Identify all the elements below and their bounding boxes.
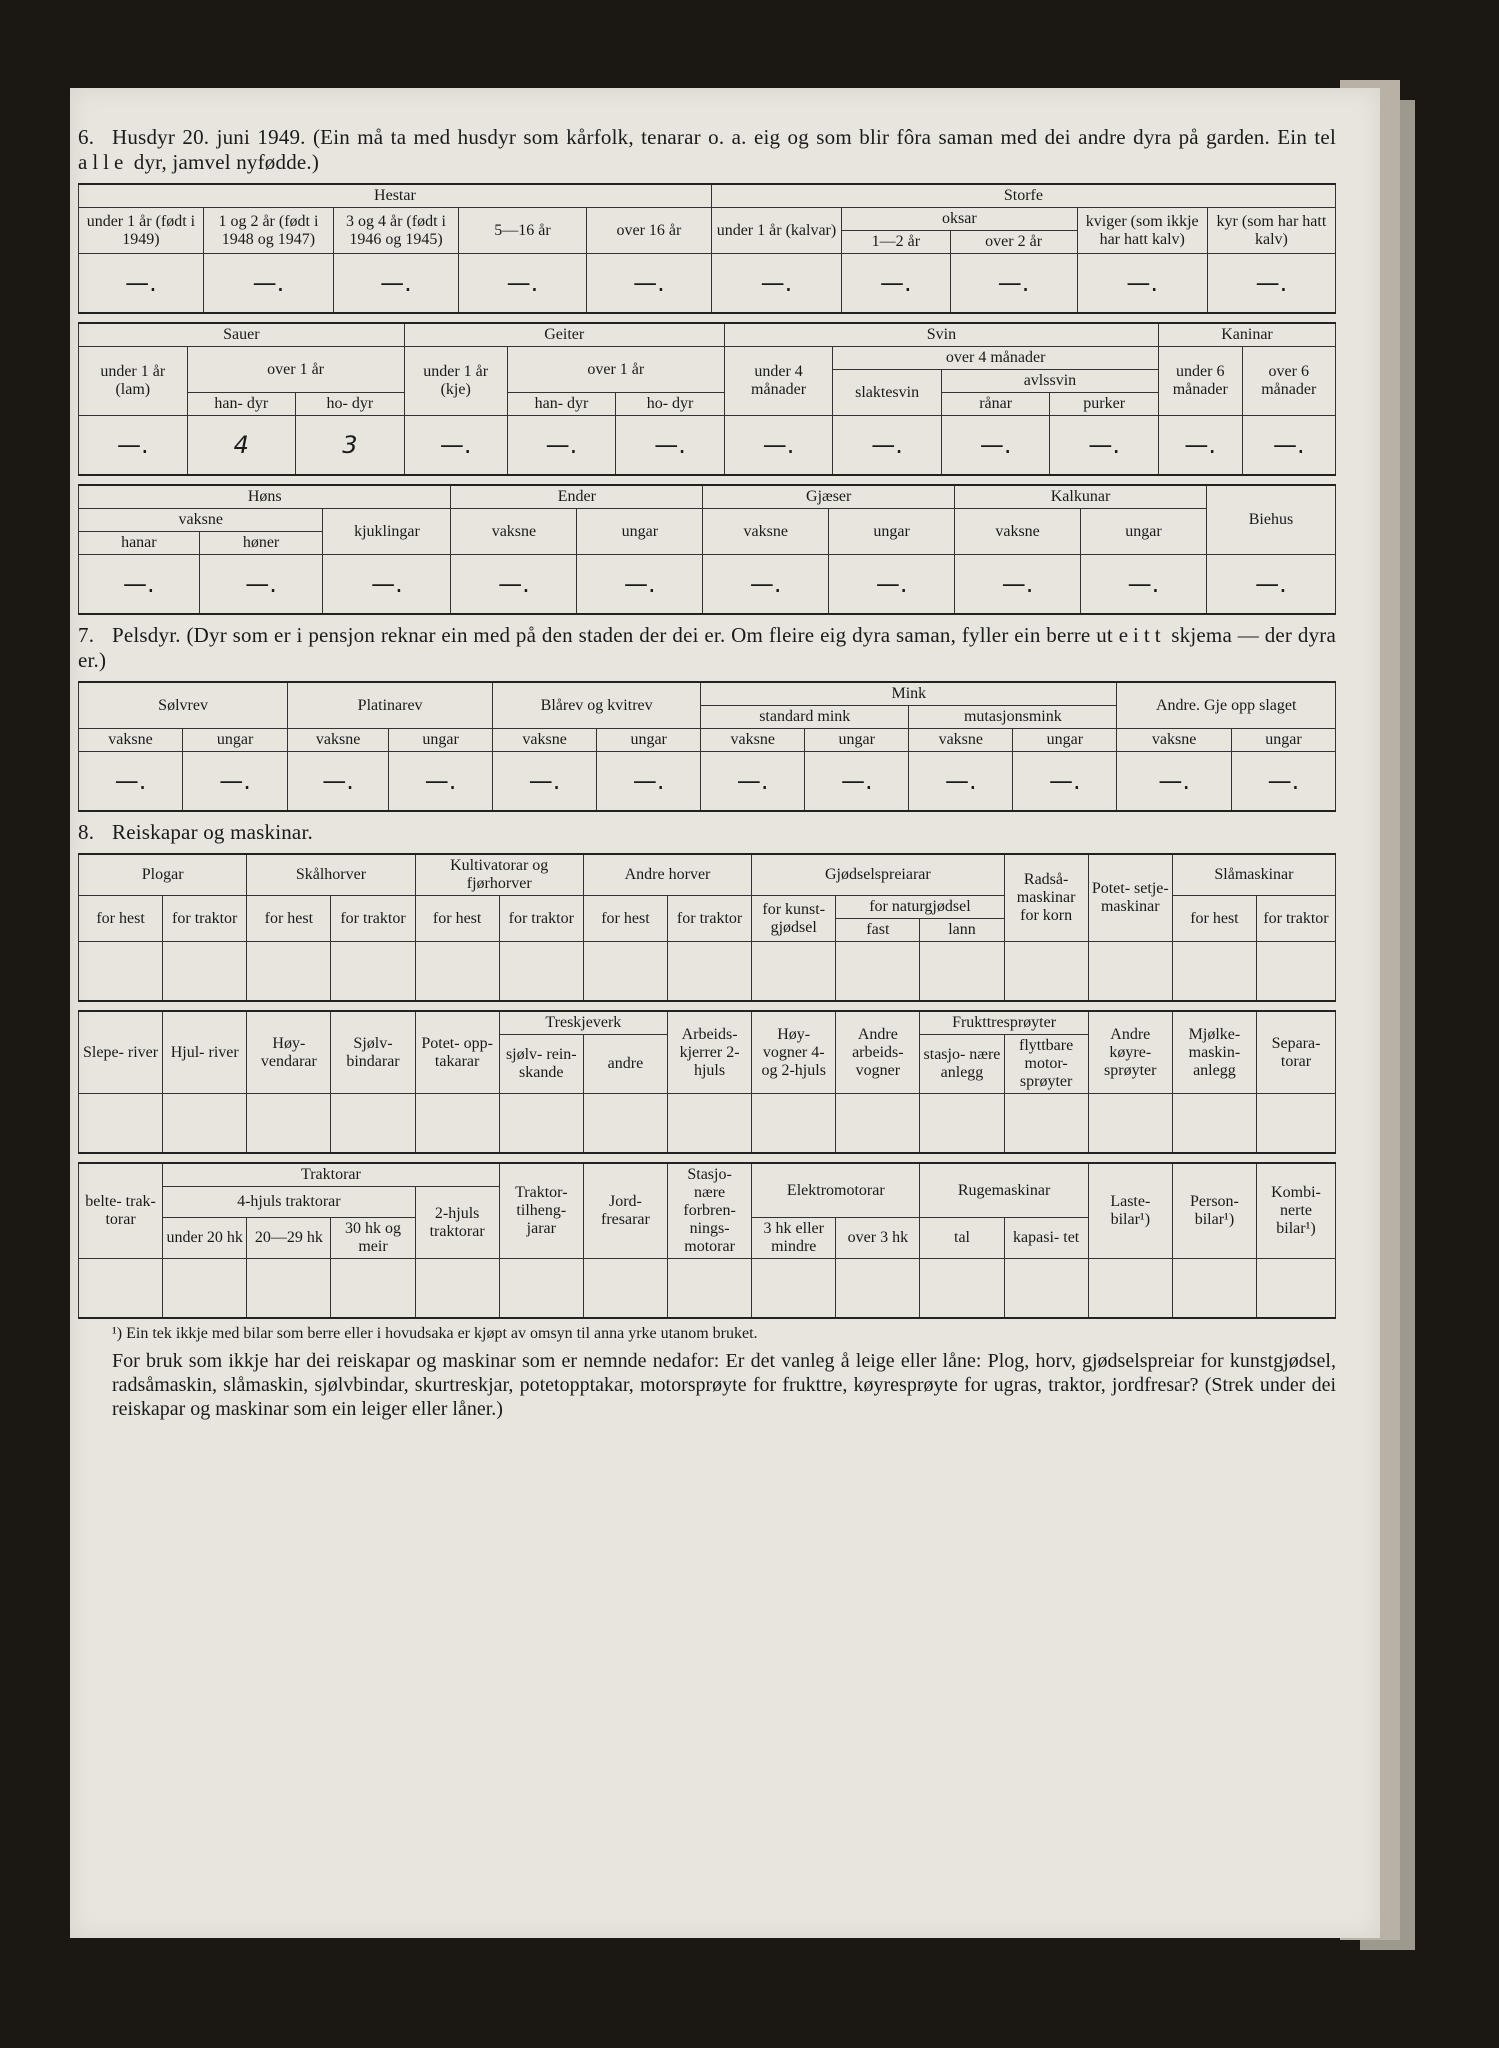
section-8-heading: [78, 820, 1336, 845]
30hk-og-meir: 30 hk og meir: [331, 1218, 415, 1259]
empty-cell[interactable]: [331, 1259, 415, 1319]
value-cell[interactable]: —.: [203, 254, 333, 314]
value-cell[interactable]: —.: [703, 555, 829, 615]
empty-cell[interactable]: [1172, 942, 1256, 1002]
value-cell[interactable]: —.: [1013, 752, 1117, 812]
hons-kjuklingar: kjuklingar: [323, 509, 451, 555]
empty-cell[interactable]: [1088, 942, 1172, 1002]
value-cell[interactable]: —.: [1207, 254, 1335, 314]
empty-cell[interactable]: [583, 942, 667, 1002]
for-hest: for hest: [1172, 896, 1256, 942]
potetopptakarar: Potet- opp- takarar: [415, 1011, 499, 1094]
empty-cell[interactable]: [1004, 1259, 1088, 1319]
col-ungar: ungar: [1231, 729, 1335, 752]
treskjeverk-andre: andre: [583, 1035, 667, 1094]
slamaskinar-header: Slåmaskinar: [1172, 854, 1335, 896]
empty-cell[interactable]: [499, 1094, 583, 1154]
empty-cell[interactable]: [752, 1259, 836, 1319]
personbilar: Person- bilar¹): [1172, 1163, 1256, 1259]
mjolkemaskinanlegg: Mjølke- maskin- anlegg: [1172, 1011, 1256, 1094]
section-6-heading: [78, 125, 1336, 175]
empty-cell[interactable]: [1088, 1094, 1172, 1154]
arbeidsvogner: Andre arbeids- vogner: [836, 1011, 920, 1094]
empty-cell[interactable]: [920, 1259, 1004, 1319]
value-cell[interactable]: —.: [701, 752, 805, 812]
hoyvendarar: Høy- vendarar: [247, 1011, 331, 1094]
frukttresproyter-header: Frukttresprøyter: [920, 1011, 1088, 1035]
rugemaskin-tal: tal: [920, 1218, 1004, 1259]
census-date: 20. juni 1949.: [182, 125, 306, 149]
hestar-storfe-table: [78, 183, 1336, 314]
flyttbare-motorsproyter: flyttbare motor- sprøyter: [1004, 1035, 1088, 1094]
lann: lann: [920, 919, 1004, 942]
value-cell[interactable]: —.: [711, 254, 841, 314]
for-kunstgjodsel: for kunst- gjødsel: [752, 896, 836, 942]
hoyvogner: Høy- vogner 4- og 2-hjuls: [752, 1011, 836, 1094]
value-cell[interactable]: —.: [1231, 752, 1335, 812]
solvrev-header: Sølvrev: [79, 682, 288, 729]
empty-cell[interactable]: [1004, 1094, 1088, 1154]
empty-cell[interactable]: [1172, 1094, 1256, 1154]
biehus-header: Biehus: [1206, 485, 1335, 555]
svin-ranar: rånar: [941, 393, 1050, 416]
empty-cell[interactable]: [1088, 1259, 1172, 1319]
hest-col-over16: over 16 år: [586, 208, 711, 254]
ender-header: Ender: [451, 485, 703, 509]
sauer-geiter-svin-table: [78, 322, 1336, 476]
gjaeser-header: Gjæser: [703, 485, 955, 509]
section-number: 6.: [78, 125, 95, 149]
empty-cell[interactable]: [247, 1259, 331, 1319]
for-traktor: for traktor: [1256, 896, 1335, 942]
value-cell[interactable]: —.: [1077, 254, 1207, 314]
ender-ungar: ungar: [577, 509, 703, 555]
radsa-header: Radså- maskinar for korn: [1004, 854, 1088, 942]
value-cell[interactable]: —.: [1050, 416, 1159, 476]
empty-cell[interactable]: [1257, 1259, 1336, 1319]
empty-cell[interactable]: [1256, 1094, 1335, 1154]
sauer-over1: over 1 år: [187, 347, 404, 393]
geiter-header: Geiter: [404, 323, 724, 347]
empty-cell[interactable]: [247, 942, 331, 1002]
fjorfe-table: [78, 484, 1336, 615]
skalhorver-header: Skålhorver: [247, 854, 415, 896]
over-3hk: over 3 hk: [836, 1218, 920, 1259]
empty-cell[interactable]: [247, 1094, 331, 1154]
section-instruction: (Dyr som er i pensjon reknar ein med på den staden der dei er. Om fleire eig dyra saman, fyller ein berre ut: [186, 623, 1113, 647]
gjaeser-ungar: ungar: [829, 509, 955, 555]
emphasis-word: eitt: [1118, 623, 1166, 647]
hons-vaksne: vaksne: [79, 509, 323, 532]
andre-horver-header: Andre horver: [583, 854, 751, 896]
value-cell[interactable]: —.: [829, 555, 955, 615]
jordfresarar: Jord- fresarar: [583, 1163, 667, 1259]
rugemaskinar-header: Rugemaskinar: [920, 1163, 1088, 1218]
hest-col-3-4: 3 og 4 år (født i 1946 og 1945): [334, 208, 459, 254]
kaninar-over6: over 6 månader: [1242, 347, 1335, 416]
empty-cell[interactable]: [920, 942, 1004, 1002]
empty-cell[interactable]: [331, 1094, 415, 1154]
section-instruction: (Ein må ta med husdyr som kårfolk, tenarar o. a. eig og som blir fôra saman med dei andre dyra på garden. Ein tel: [312, 125, 1336, 149]
separatorar: Separa- torar: [1256, 1011, 1335, 1094]
section-title: Pelsdyr.: [112, 623, 181, 647]
hons-hanar: hanar: [79, 532, 200, 555]
value-cell[interactable]: —.: [805, 752, 909, 812]
empty-cell[interactable]: [415, 1259, 499, 1319]
svin-header: Svin: [724, 323, 1158, 347]
potetsetje-header: Potet- setje- maskinar: [1088, 854, 1172, 942]
kaninar-header: Kaninar: [1158, 323, 1335, 347]
empty-cell[interactable]: [79, 1094, 163, 1154]
value-cell[interactable]: —.: [597, 752, 701, 812]
andre-header: Andre. Gje opp slaget: [1117, 682, 1336, 729]
stasjonaere-anlegg: stasjo- nære anlegg: [920, 1035, 1004, 1094]
20-29hk: 20—29 hk: [247, 1218, 331, 1259]
empty-cell[interactable]: [499, 942, 583, 1002]
value-cell[interactable]: —.: [323, 555, 451, 615]
oksar-over2: over 2 år: [950, 231, 1077, 254]
value-cell[interactable]: —.: [199, 555, 323, 615]
koyresproyter: Andre køyre- sprøyter: [1088, 1011, 1172, 1094]
for-traktor: for traktor: [331, 896, 415, 942]
col-ungar: ungar: [805, 729, 909, 752]
elektromotorar-header: Elektromotorar: [752, 1163, 920, 1218]
value-cell[interactable]: —.: [389, 752, 493, 812]
empty-cell[interactable]: [667, 1094, 751, 1154]
kultivatorar-header: Kultivatorar og fjørhorver: [415, 854, 583, 896]
value-cell[interactable]: —.: [1081, 555, 1207, 615]
empty-cell[interactable]: [499, 1259, 583, 1319]
col-vaksne: vaksne: [288, 729, 389, 752]
kalkunar-header: Kalkunar: [955, 485, 1207, 509]
lastebilar: Laste- bilar¹): [1088, 1163, 1172, 1259]
for-traktor: for traktor: [499, 896, 583, 942]
empty-cell[interactable]: [583, 1259, 667, 1319]
arbeidskjerrer: Arbeids- kjerrer 2-hjuls: [667, 1011, 751, 1094]
empty-cell[interactable]: [920, 1094, 1004, 1154]
value-cell[interactable]: —.: [1242, 416, 1335, 476]
svin-purker: purker: [1050, 393, 1159, 416]
pelsdyr-table: [78, 681, 1336, 812]
fast: fast: [836, 919, 920, 942]
value-cell[interactable]: —.: [288, 752, 389, 812]
geiter-handyr: han- dyr: [507, 393, 616, 416]
value-cell[interactable]: —.: [950, 254, 1077, 314]
value-cell[interactable]: —.: [451, 555, 577, 615]
value-cell[interactable]: —.: [941, 416, 1050, 476]
mutasjonsmink: mutasjonsmink: [909, 706, 1117, 729]
leige-paragraph: For bruk som ikkje har dei reiskapar og maskinar som er nemnde nedafor: Er det vanleg å leige eller låne: Plog, horv, gjødselspreiar for kunstgjødsel, radsåmaskin, slåmaskin, sjølvbindar, skurtreskjar, potetopptakar, motorsprøyte for frukttre, køyresprøyte for ugras, traktor, jordfresar? (Strek under dei reiskapar og maskinar som ein leiger eller låner.): [112, 1350, 1336, 1420]
value-cell[interactable]: —.: [507, 416, 616, 476]
value-cell[interactable]: —.: [955, 555, 1081, 615]
section-number: 8.: [78, 820, 95, 844]
col-vaksne: vaksne: [493, 729, 597, 752]
value-cell[interactable]: —.: [79, 555, 200, 615]
empty-cell[interactable]: [331, 942, 415, 1002]
kalkunar-vaksne: vaksne: [955, 509, 1081, 555]
storfe-col-kalvar: under 1 år (kalvar): [711, 208, 841, 254]
for-traktor: for traktor: [668, 896, 752, 942]
reiskapar-table-3: [78, 1162, 1336, 1319]
svin-under4: under 4 månader: [724, 347, 833, 416]
col-vaksne: vaksne: [909, 729, 1013, 752]
storfe-col-oksar: oksar: [842, 208, 1078, 231]
blarev-header: Blårev og kvitrev: [493, 682, 701, 729]
footnote: ¹) Ein tek ikkje med bilar som berre eller i hovudsaka er kjøpt av omsyn til anna yrke utanom bruket.: [112, 1325, 758, 1342]
for-hest: for hest: [583, 896, 667, 942]
ender-vaksne: vaksne: [451, 509, 577, 555]
empty-cell[interactable]: [163, 1094, 247, 1154]
storfe-col-kviger: kviger (som ikkje har hatt kalv): [1077, 208, 1207, 254]
svin-slaktesvin: slaktesvin: [833, 370, 942, 416]
empty-cell[interactable]: [583, 1094, 667, 1154]
empty-cell[interactable]: [1004, 942, 1088, 1002]
empty-cell[interactable]: [415, 1094, 499, 1154]
under-20hk: under 20 hk: [163, 1218, 247, 1259]
hons-header: Høns: [79, 485, 451, 509]
beltetraktorar: belte- trak- torar: [79, 1163, 163, 1259]
geiter-kje: under 1 år (kje): [404, 347, 507, 416]
svin-over4: over 4 månader: [833, 347, 1159, 370]
value-cell[interactable]: —.: [334, 254, 459, 314]
svin-avlssvin: avlssvin: [941, 370, 1158, 393]
value-cell[interactable]: —.: [1117, 752, 1231, 812]
empty-cell[interactable]: [79, 1259, 163, 1319]
kombinerte-bilar: Kombi- nerte bilar¹): [1257, 1163, 1336, 1259]
handwritten-value[interactable]: 3: [296, 416, 405, 476]
empty-cell[interactable]: [668, 942, 752, 1002]
standard-mink: standard mink: [701, 706, 909, 729]
for-naturgjodsel: for naturgjødsel: [836, 896, 1004, 919]
empty-cell[interactable]: [836, 942, 920, 1002]
empty-cell[interactable]: [836, 1259, 920, 1319]
value-cell[interactable]: —.: [183, 752, 288, 812]
col-ungar: ungar: [1013, 729, 1117, 752]
section-title: Reiskapar og maskinar.: [112, 820, 313, 844]
value-cell[interactable]: —.: [586, 254, 711, 314]
empty-cell[interactable]: [836, 1094, 920, 1154]
sauer-hodyr: ho- dyr: [296, 393, 405, 416]
empty-cell[interactable]: [752, 1094, 836, 1154]
section-title: Husdyr: [112, 125, 176, 149]
reiskapar-table-1: [78, 853, 1336, 1002]
slepe-river: Slepe- river: [79, 1011, 163, 1094]
for-hest: for hest: [415, 896, 499, 942]
value-cell[interactable]: —.: [616, 416, 725, 476]
tohjuls-traktorar: 2-hjuls traktorar: [415, 1187, 499, 1259]
sjolvreinskande: sjølv- rein- skande: [499, 1035, 583, 1094]
section-instruction-end: dyr, jamvel nyfødde.): [133, 150, 320, 174]
value-cell[interactable]: —.: [79, 254, 204, 314]
sjolvbindarar: Sjølv- bindarar: [331, 1011, 415, 1094]
gjaeser-vaksne: vaksne: [703, 509, 829, 555]
sauer-header: Sauer: [79, 323, 405, 347]
gjodsel-header: Gjødselspreiarar: [752, 854, 1004, 896]
value-cell[interactable]: —.: [842, 254, 951, 314]
hest-col-5-16: 5—16 år: [458, 208, 586, 254]
3hk-eller-mindre: 3 hk eller mindre: [752, 1218, 836, 1259]
section-instruction-end: skjema — der dyra er.): [78, 623, 1336, 672]
value-cell[interactable]: —.: [909, 752, 1013, 812]
traktortilhengjarar: Traktor- tilheng- jarar: [499, 1163, 583, 1259]
sauer-handyr: han- dyr: [187, 393, 296, 416]
col-ungar: ungar: [183, 729, 288, 752]
value-cell[interactable]: —.: [577, 555, 703, 615]
empty-cell[interactable]: [1256, 942, 1335, 1002]
traktorar-header: Traktorar: [163, 1163, 500, 1187]
hest-col-under1: under 1 år (født i 1949): [79, 208, 204, 254]
col-vaksne: vaksne: [701, 729, 805, 752]
treskjeverk-header: Treskjeverk: [499, 1011, 667, 1035]
value-cell[interactable]: —.: [79, 416, 188, 476]
forbrenningsmotorar: Stasjo- nære forbren- nings- motorar: [668, 1163, 752, 1259]
kaninar-under6: under 6 månader: [1158, 347, 1242, 416]
for-traktor: for traktor: [163, 896, 247, 942]
empty-cell[interactable]: [1172, 1259, 1256, 1319]
geiter-over1: over 1 år: [507, 347, 724, 393]
platinarev-header: Platinarev: [288, 682, 493, 729]
mink-header: Mink: [701, 682, 1117, 706]
kalkunar-ungar: ungar: [1081, 509, 1207, 555]
value-cell[interactable]: —.: [458, 254, 586, 314]
value-cell[interactable]: —.: [1158, 416, 1242, 476]
empty-cell[interactable]: [79, 942, 163, 1002]
for-hest: for hest: [79, 896, 163, 942]
col-vaksne: vaksne: [1117, 729, 1231, 752]
col-ungar: ungar: [389, 729, 493, 752]
firehjuls-traktorar: 4-hjuls traktorar: [163, 1187, 415, 1218]
emphasis-word: alle: [78, 150, 129, 174]
value-cell[interactable]: —.: [493, 752, 597, 812]
empty-cell[interactable]: [163, 942, 247, 1002]
oksar-1-2: 1—2 år: [842, 231, 951, 254]
for-hest: for hest: [247, 896, 331, 942]
hjul-river: Hjul- river: [163, 1011, 247, 1094]
value-cell[interactable]: —.: [79, 752, 183, 812]
value-cell[interactable]: —.: [724, 416, 833, 476]
section-number: 7.: [78, 623, 95, 647]
hest-col-1-2: 1 og 2 år (født i 1948 og 1947): [203, 208, 333, 254]
value-cell[interactable]: —.: [833, 416, 942, 476]
col-ungar: ungar: [597, 729, 701, 752]
empty-cell[interactable]: [415, 942, 499, 1002]
form-content: [78, 125, 1336, 1421]
handwritten-value[interactable]: 4: [187, 416, 296, 476]
value-cell[interactable]: —.: [404, 416, 507, 476]
hestar-header: Hestar: [79, 184, 712, 208]
empty-cell[interactable]: [668, 1259, 752, 1319]
section-7-heading: [78, 623, 1336, 673]
hons-honer: høner: [199, 532, 323, 555]
col-vaksne: vaksne: [79, 729, 183, 752]
storfe-header: Storfe: [711, 184, 1335, 208]
plogar-header: Plogar: [79, 854, 247, 896]
empty-cell[interactable]: [163, 1259, 247, 1319]
storfe-col-kyr: kyr (som har hatt kalv): [1207, 208, 1335, 254]
sauer-lam: under 1 år (lam): [79, 347, 188, 416]
empty-cell[interactable]: [752, 942, 836, 1002]
reiskapar-table-2: [78, 1010, 1336, 1154]
rugemaskin-kapasitet: kapasi- tet: [1004, 1218, 1088, 1259]
value-cell[interactable]: —.: [1206, 555, 1335, 615]
geiter-hodyr: ho- dyr: [616, 393, 725, 416]
